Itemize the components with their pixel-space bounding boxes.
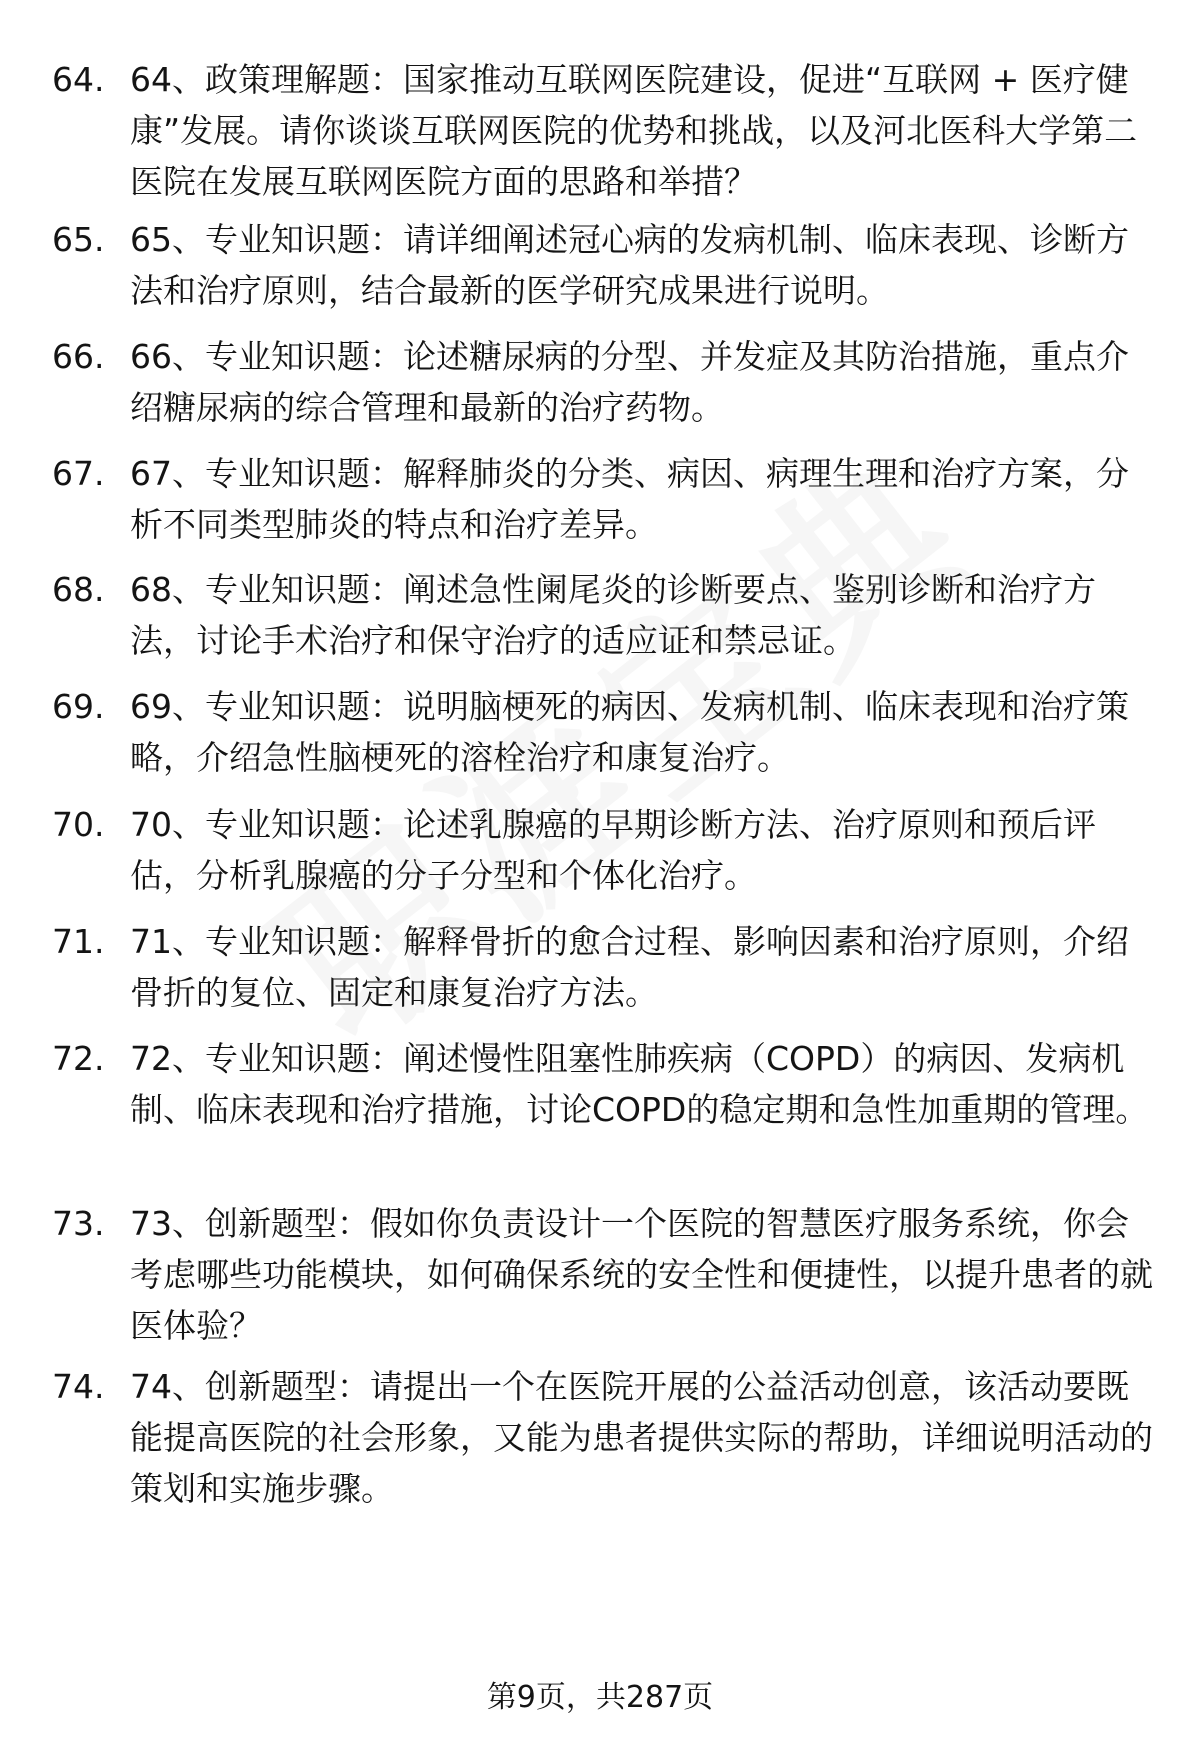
item-text: 71、专业知识题：解释骨折的愈合过程、影响因素和治疗原则，介绍骨折的复位、固定和康复治疗方法。 (130, 922, 1129, 1012)
item-number: 68. (52, 570, 105, 609)
item-text: 69、专业知识题：说明脑梗死的病因、发病机制、临床表现和治疗策略，介绍急性脑梗死的溶栓治疗和康复治疗。 (130, 687, 1129, 777)
item-number: 65. (52, 220, 105, 259)
item-text: 64、政策理解题：国家推动互联网医院建设，促进“互联网 + 医疗健康”发展。请你谈谈互联网医院的优势和挑战，以及河北医科大学第二医院在发展互联网医院方面的思路和举措？ (130, 60, 1138, 201)
item-number: 64. (52, 60, 105, 99)
item-number: 71. (52, 922, 105, 961)
item-number: 72. (52, 1039, 105, 1078)
item-text: 66、专业知识题：论述糖尿病的分型、并发症及其防治措施，重点介绍糖尿病的综合管理和最新的治疗药物。 (130, 337, 1129, 427)
item-number: 66. (52, 337, 105, 376)
item-number: 67. (52, 454, 105, 493)
item-text: 70、专业知识题：论述乳腺癌的早期诊断方法、治疗原则和预后评估，分析乳腺癌的分子分型和个体化治疗。 (130, 805, 1096, 895)
item-number: 74. (52, 1367, 105, 1406)
item-number: 70. (52, 805, 105, 844)
page-footer: 第9页，共287页 (486, 1680, 714, 1715)
item-text: 73、创新题型：假如你负责设计一个医院的智慧医疗服务系统，你会考虑哪些功能模块，如何确保系统的安全性和便捷性，以提升患者的就医体验？ (130, 1204, 1153, 1345)
item-text: 65、专业知识题：请详细阐述冠心病的发病机制、临床表现、诊断方法和治疗原则，结合最新的医学研究成果进行说明。 (130, 220, 1129, 310)
item-text: 68、专业知识题：阐述急性阑尾炎的诊断要点、鉴别诊断和治疗方法，讨论手术治疗和保守治疗的适应证和禁忌证。 (130, 570, 1096, 660)
item-text: 74、创新题型：请提出一个在医院开展的公益活动创意，该活动要既能提高医院的社会形象，又能为患者提供实际的帮助，详细说明活动的策划和实施步骤。 (130, 1367, 1153, 1508)
item-number: 69. (52, 687, 105, 726)
item-text: 72、专业知识题：阐述慢性阻塞性肺疾病（COPD）的病因、发病机制、临床表现和治疗措施，讨论COPD的稳定期和急性加重期的管理。 (130, 1039, 1149, 1129)
item-text: 67、专业知识题：解释肺炎的分类、病因、病理生理和治疗方案，分析不同类型肺炎的特点和治疗差异。 (130, 454, 1129, 544)
item-number: 73. (52, 1204, 105, 1243)
